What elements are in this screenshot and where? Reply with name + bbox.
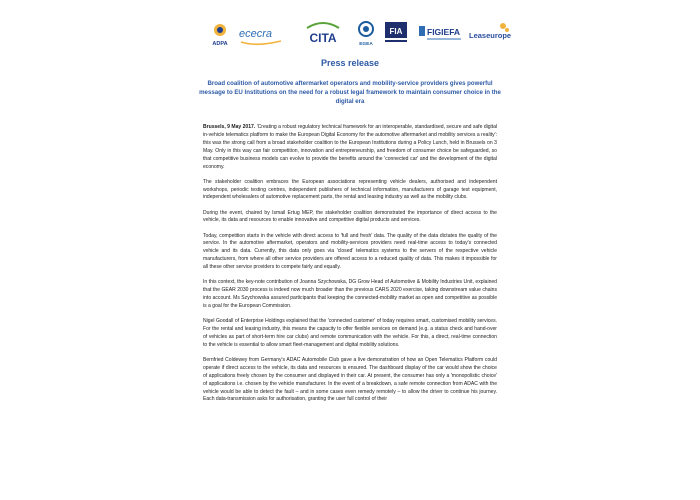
paragraph-3: During the event, chaired by Ismail Ertug MEP, the stakeholder coalition demonstrated the importance of direct access to the vehicle, its data and resources to enable innovative and competitive digital products and services. — [203, 209, 497, 224]
cita-logo — [301, 18, 345, 50]
leaseurope-logo-text: Leaseurope — [469, 31, 511, 40]
paragraph-1 — [203, 124, 497, 171]
paragraph-2: The stakeholder coalition embraces the European associations representing vehicle dealers, authorised and independent workshops, periodic testing centres, independent publishers of technical information, manufacturers of garage test equipment, independent wholesalers of automotive replacement parts, the rental and leasing industry as well as the mobility clubs. — [203, 178, 497, 201]
paragraph-6: Nigel Goodall of Enterprise Holdings explained that the 'connected customer' of today requires smart, customised mobility services. For the rental and leasing industry, this means the capacity to offer flexible services on demand (e.g. a status check and hand-over of vehicles as part of short-term hire car clubs) and remote communication with the vehicle. For this, a direct, real-time connection to the vehicle is essential to allow smart fleet-management and digital mobility solutions. — [203, 318, 497, 348]
figiefa-logo-text: FIGIEFA — [427, 27, 461, 37]
fia-logo-text: FIA — [389, 27, 403, 36]
leaseurope-logo — [467, 18, 511, 50]
logo-strip — [205, 18, 511, 50]
figiefa-logo — [417, 18, 465, 50]
dateline: Brussels, 9 May 2017. — [203, 124, 256, 130]
paragraph-1-text: 'Creating a robust regulatory technical framework for an interoperable, standardised, secure and safe digital in-vehicle telematics platform to make the European Digital Economy for the automotive aftermarket and mobility services a reality': this was the strong call from a broad stakeholder coalition to the European Institutions during a Policy Lunch, held in Brussels on 3 May. Only in this way can fair competition, innovation and entrepreneurship, and freedom of consumer choice be safeguarded, so that competitive business models can evolve to provide the benefits around the 'connected car' and the development of the digital economy. — [203, 124, 498, 170]
subtitle: Broad coalition of automotive aftermarket operators and mobility-service providers gives powerful message to EU Institutions on the need for a robust legal framework to maintain consumer choice in the digital era — [199, 80, 501, 105]
egea-logo — [355, 18, 377, 50]
adpa-logo — [205, 18, 235, 50]
paragraph-5: In this context, the key-note contribution of Joanna Szychowska, DG Grow Head of Automotive & Mobility Industries Unit, explained that the GEAR 2030 process is indeed now much broader than the previous CARS 2020 exercise, taking downstream value chains into account. Ms Szychowska assured participants that keeping the connected-mobility market as open and competitive as possible is a goal for the European Commission. — [203, 279, 497, 309]
cita-logo-text: CITA — [309, 31, 337, 45]
adpa-logo-text: ADPA — [212, 41, 228, 47]
ececra-logo-text: ececra — [239, 28, 273, 40]
fia-logo — [383, 18, 409, 50]
paragraph-4: Today, competition starts in the vehicle with direct access to 'full and fresh' data. The quality of the data dictates the quality of the service. In the automotive aftermarket, operators and mobility-services providers need real-time access to today's connected vehicle and its data. Currently, this data only goes via 'closed' telematics systems to the servers of the respective vehicle manufacturers, from where all other service providers are offered access to a reduced quality of data. This makes it impossible for all these other service providers to compete fairly and equally. — [203, 232, 497, 271]
egea-logo-text: EGEA — [359, 42, 373, 47]
page-title: Press release — [320, 58, 380, 68]
ececra-logo — [237, 18, 287, 50]
press-release-body — [203, 124, 497, 412]
paragraph-7: Bernfried Coldewey from Germany's ADAC Automobile Club gave a live demonstration of how an Open Telematics Platform could operate if direct access to the vehicle, its data and resources is ensured. The dashboard display of the car would show the choice of applications freely chosen by the consumer and displayed in their car. At present, the consumer has only a 'monopolistic choice' of applications i.e. chosen by the vehicle manufacturer. In the event of a breakdown, a safe remote connection from ADAC with the vehicle would be able to detect the fault – and in some cases even remedy remotely – to allow the driver to continue his journey. Each data-transmission asks for authorisation, granting the user full control of their — [203, 356, 497, 403]
